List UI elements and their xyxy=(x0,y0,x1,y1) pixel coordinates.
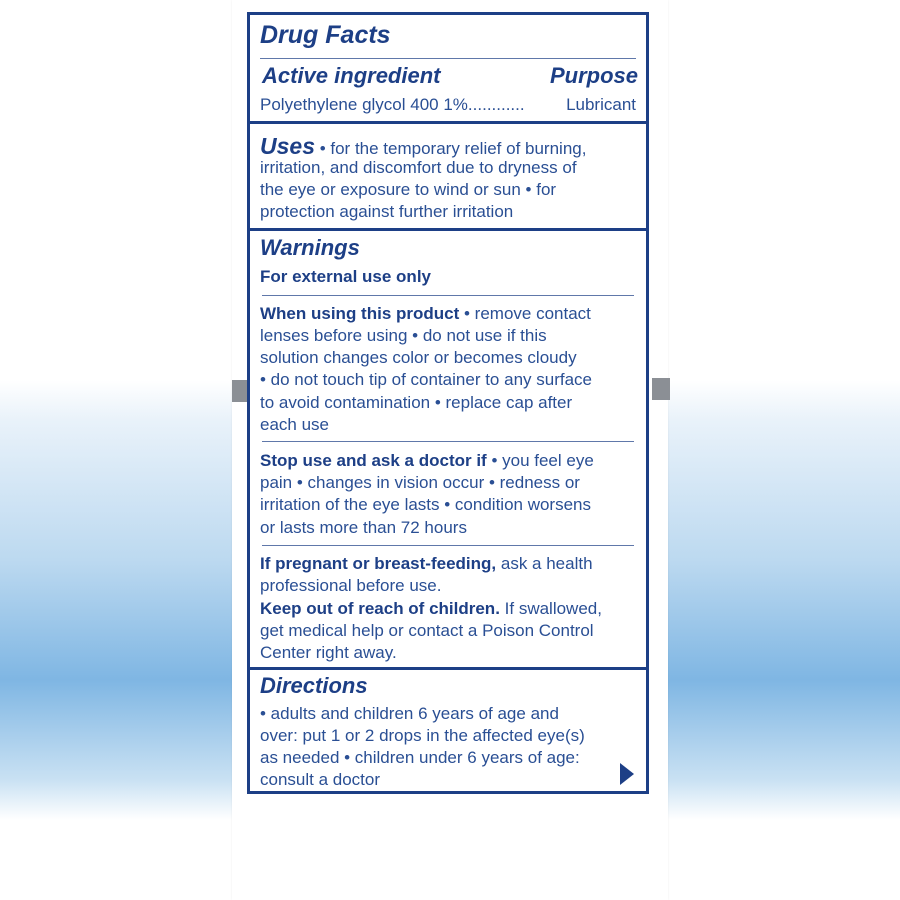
when-using-line-6: each use xyxy=(260,415,329,434)
active-ingredient-row xyxy=(260,94,525,116)
stop-use-label: Stop use and ask a doctor if xyxy=(260,451,487,470)
when-using-line-3: solution changes color or becomes cloudy xyxy=(260,348,577,367)
uses-line-2: irritation, and discomfort due to dryness of xyxy=(260,158,577,177)
package-background-left xyxy=(0,0,232,900)
package-band-left xyxy=(232,380,248,402)
when-using-text-1: • remove contact xyxy=(459,304,591,323)
pregnant-text-1: ask a health xyxy=(496,554,593,573)
stop-use-line-4: or lasts more than 72 hours xyxy=(260,518,467,537)
when-using-line-5: to avoid contamination • replace cap after xyxy=(260,393,573,412)
keep-out-line-3: Center right away. xyxy=(260,643,397,662)
keep-out-text-1: If swallowed, xyxy=(499,599,602,618)
triangle-right-icon xyxy=(620,763,634,785)
when-using-label: When using this product xyxy=(260,304,460,323)
keep-out-label: Keep out of reach of children. xyxy=(260,599,500,618)
section-divider-1 xyxy=(250,121,646,124)
stop-use-line-3: irritation of the eye lasts • condition worsens xyxy=(260,495,592,514)
stop-use-text-1: • you feel eye xyxy=(486,451,594,470)
purpose-heading: Purpose xyxy=(549,63,638,88)
drug-facts-box xyxy=(247,12,649,794)
when-using-line-2: lenses before using • do not use if this xyxy=(260,326,547,345)
uses-line-4: protection against further irritation xyxy=(260,202,514,221)
ingredient-purpose: Lubricant xyxy=(566,95,636,114)
package-background-right xyxy=(668,0,900,900)
directions-heading: Directions xyxy=(260,673,368,698)
active-ingredient-heading: Active ingredient xyxy=(262,63,441,88)
pregnant-line-2: professional before use. xyxy=(260,576,442,595)
stop-use-line-2: pain • changes in vision occur • redness or xyxy=(260,473,580,492)
when-using-line-1 xyxy=(260,303,591,325)
section-divider-3 xyxy=(250,667,646,670)
keep-out-line-1 xyxy=(260,598,602,620)
drug-facts-title: Drug Facts xyxy=(260,21,391,49)
pregnant-label: If pregnant or breast-feeding, xyxy=(260,554,497,573)
directions-line-2: over: put 1 or 2 drops in the affected eye(s) xyxy=(260,726,585,745)
uses-text-1: • for the temporary relief of burning, xyxy=(314,139,587,158)
pregnant-line-1 xyxy=(260,553,593,575)
ingredient-name: Polyethylene glycol 400 1% xyxy=(260,95,468,114)
uses-heading: Uses xyxy=(260,133,315,159)
warnings-heading: Warnings xyxy=(260,235,360,260)
warnings-divider-1 xyxy=(262,295,634,296)
package-band-right xyxy=(652,378,670,400)
directions-line-1: • adults and children 6 years of age and xyxy=(260,704,559,723)
title-divider xyxy=(260,58,636,59)
stop-use-line-1 xyxy=(260,450,594,472)
directions-line-3: as needed • children under 6 years of age: xyxy=(260,748,580,767)
ingredient-dots: ............ xyxy=(467,95,525,114)
uses-line-3: the eye or exposure to wind or sun • for xyxy=(260,180,557,199)
section-divider-2 xyxy=(250,228,646,231)
warnings-divider-2 xyxy=(262,441,634,442)
external-use-text: For external use only xyxy=(260,267,431,286)
warnings-divider-3 xyxy=(262,545,634,546)
keep-out-line-2: get medical help or contact a Poison Control xyxy=(260,621,594,640)
directions-line-4: consult a doctor xyxy=(260,770,381,789)
when-using-line-4: • do not touch tip of container to any surface xyxy=(260,370,592,389)
uses-line-1 xyxy=(260,132,586,160)
